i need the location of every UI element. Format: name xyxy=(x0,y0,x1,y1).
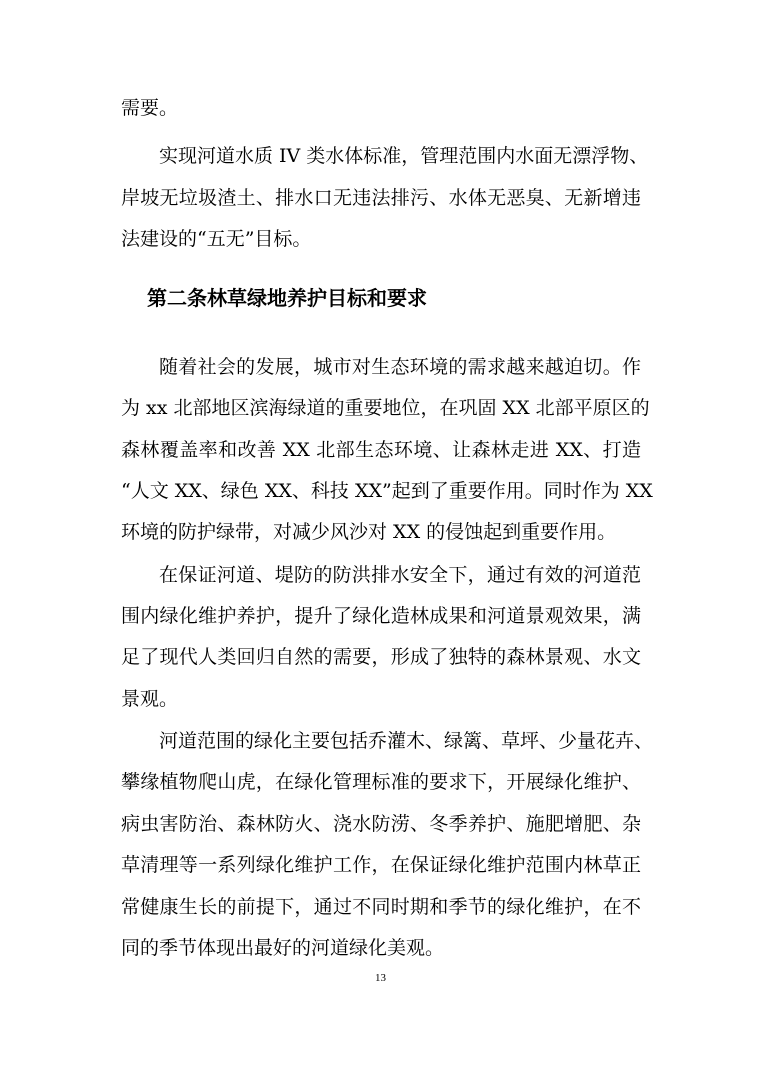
paragraph-line: 景观。 xyxy=(121,688,179,710)
paragraph-line: 草清理等一系列绿化维护工作，在保证绿化维护范围内林草正 xyxy=(121,854,641,876)
paragraph-line: “人文 XX、绿色 XX、科技 XX”起到了重要作用。同时作为 XX xyxy=(121,480,653,502)
paragraph-line: 需要。 xyxy=(121,97,179,119)
paragraph-line: 病虫害防治、森林防火、浇水防涝、冬季养护、施肥增肥、杂 xyxy=(121,813,641,835)
paragraph-line: 围内绿化维护养护，提升了绿化造林成果和河道景观效果，满 xyxy=(121,605,641,627)
paragraph-line: 实现河道水质 IV 类水体标准，管理范围内水面无漂浮物、 xyxy=(159,145,649,167)
paragraph-line: 在保证河道、堤防的防洪排水安全下，通过有效的河道范 xyxy=(159,564,641,586)
paragraph-line: 岸坡无垃圾渣土、排水口无违法排污、水体无恶臭、无新增违 xyxy=(121,187,641,209)
paragraph-line: 常健康生长的前提下，通过不同时期和季节的绿化维护，在不 xyxy=(121,896,641,918)
page-number: 13 xyxy=(375,972,386,984)
paragraph-line: 足了现代人类回归自然的需要，形成了独特的森林景观、水文 xyxy=(121,646,641,668)
paragraph-line: 法建设的“五无”目标。 xyxy=(121,228,312,250)
paragraph-line: 攀缘植物爬山虎，在绿化管理标准的要求下，开展绿化维护、 xyxy=(121,771,641,793)
paragraph-line: 为 xx 北部地区滨海绿道的重要地位，在巩固 XX 北部平原区的 xyxy=(121,397,650,419)
paragraph-line: 森林覆盖率和改善 XX 北部生态环境、让森林走进 XX、打造 xyxy=(121,439,641,461)
section-heading: 第二条林草绿地养护目标和要求 xyxy=(147,286,427,310)
paragraph-line: 环境的防护绿带，对减少风沙对 XX 的侵蚀起到重要作用。 xyxy=(121,521,617,543)
paragraph-line: 河道范围的绿化主要包括乔灌木、绿篱、草坪、少量花卉、 xyxy=(159,730,654,752)
paragraph-line: 同的季节体现出最好的河道绿化美观。 xyxy=(121,937,445,959)
paragraph-line: 随着社会的发展，城市对生态环境的需求越来越迫切。作 xyxy=(159,356,641,378)
